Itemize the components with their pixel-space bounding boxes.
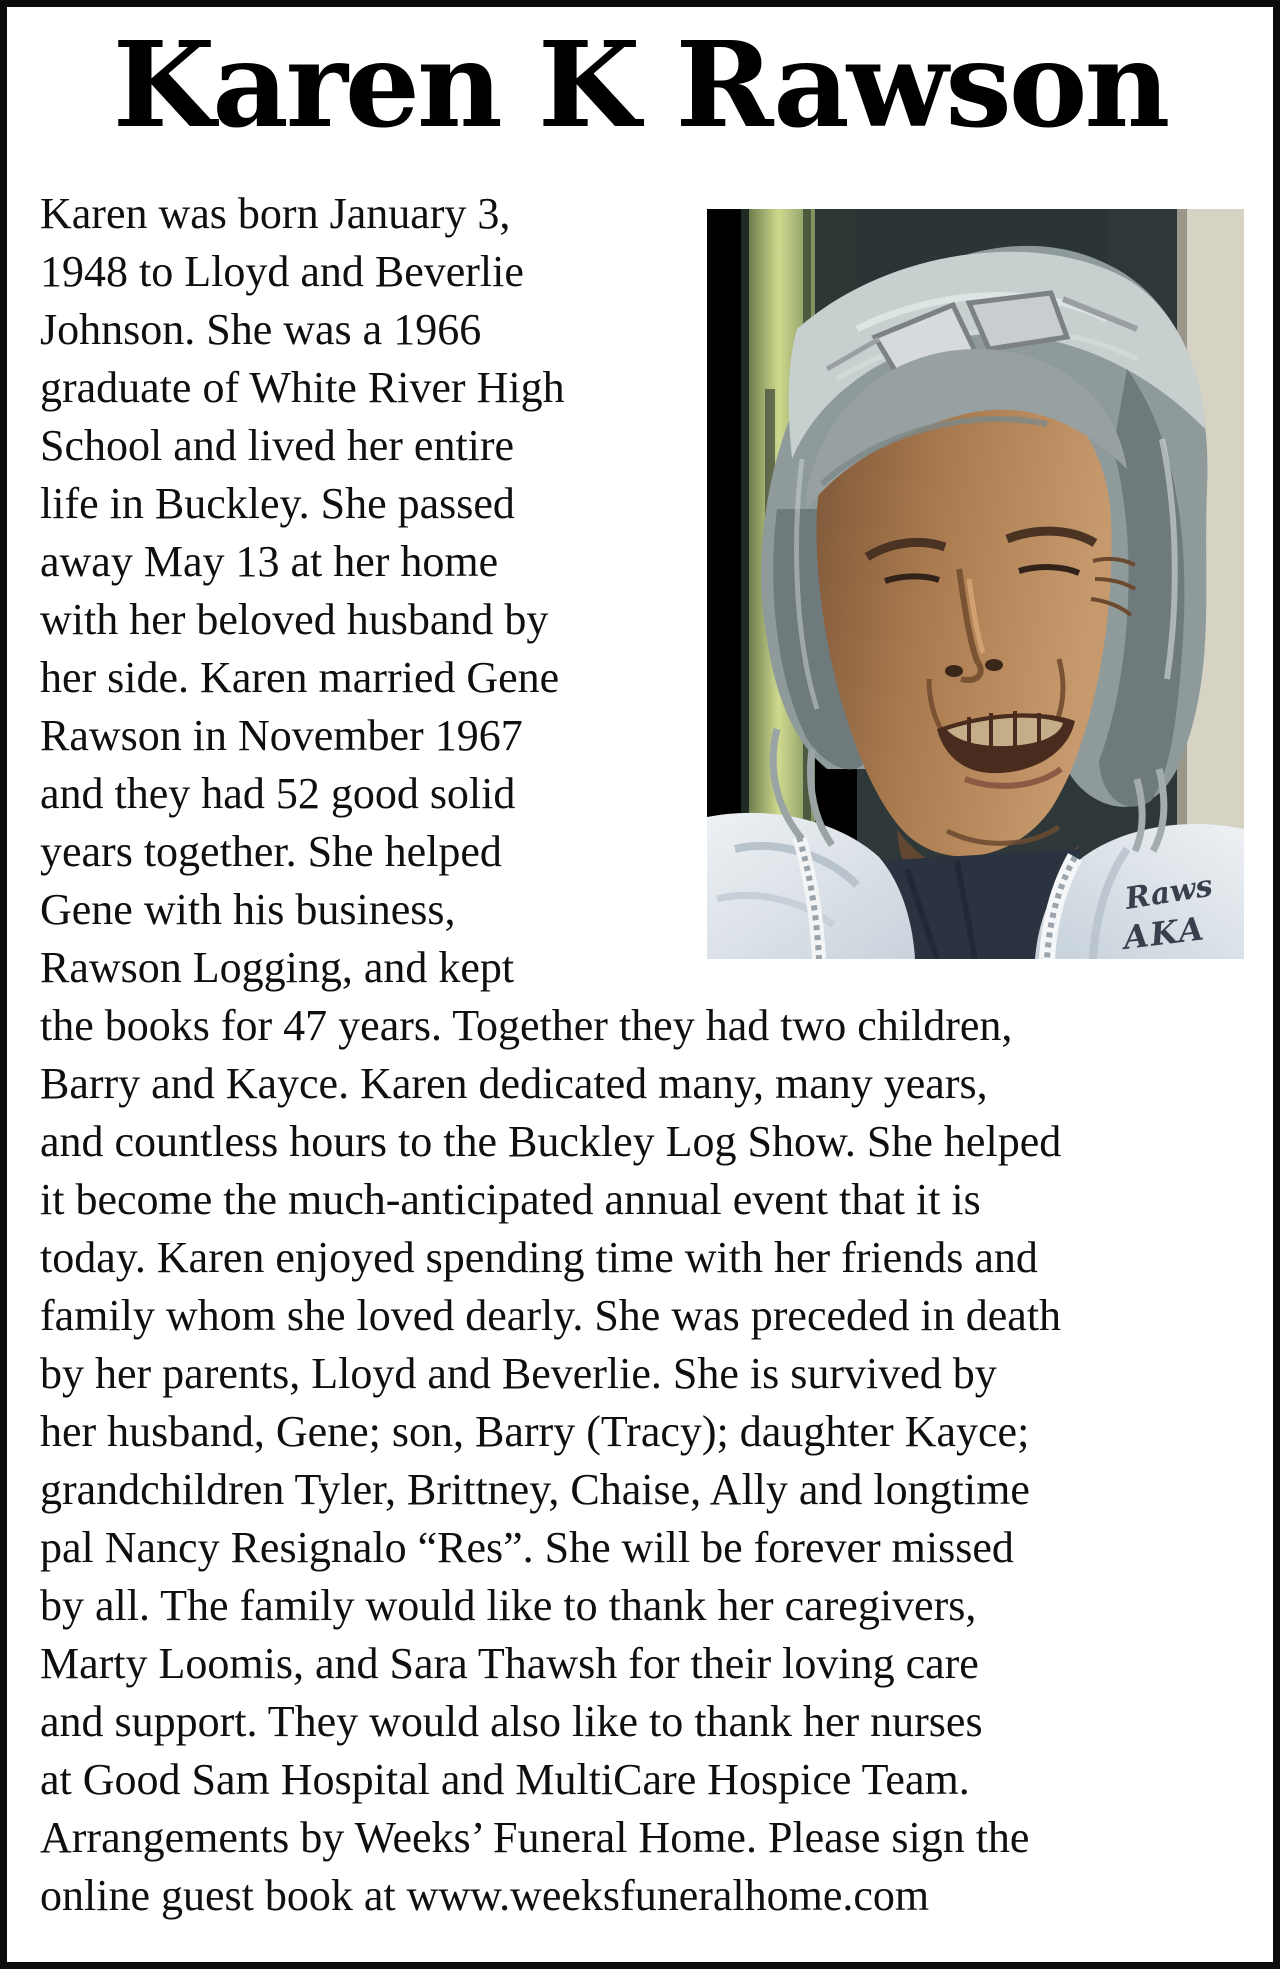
text-line: 1948 to Lloyd and Beverlie — [40, 247, 524, 296]
text-line: Arrangements by Weeks’ Funeral Home. Please sign the — [40, 1813, 1030, 1862]
text-line: graduate of White River High — [40, 363, 565, 412]
text-line: at Good Sam Hospital and MultiCare Hospice Team. — [40, 1755, 970, 1804]
text-line: away May 13 at her home — [40, 537, 499, 586]
text-line: it become the much-anticipated annual event that it is — [40, 1175, 981, 1224]
text-line: Rawson Logging, and kept — [40, 943, 515, 992]
text-line: and support. They would also like to thank her nurses — [40, 1697, 983, 1746]
text-line: years together. She helped — [40, 827, 502, 876]
text-line: Johnson. She was a 1966 — [40, 305, 482, 354]
text-line: with her beloved husband by — [40, 595, 549, 644]
text-line: Barry and Kayce. Karen dedicated many, many years, — [40, 1059, 988, 1108]
text-line: Marty Loomis, and Sara Thawsh for their loving care — [40, 1639, 979, 1688]
text-line: her husband, Gene; son, Barry (Tracy); daughter Kayce; — [40, 1407, 1030, 1456]
text-line: online guest book at www.weeksfuneralhome.com — [40, 1871, 930, 1920]
text-line: by all. The family would like to thank her caregivers, — [40, 1581, 977, 1630]
text-line: Rawson in November 1967 — [40, 711, 523, 760]
text-line: and countless hours to the Buckley Log Show. She helped — [40, 1117, 1062, 1166]
text-line: grandchildren Tyler, Brittney, Chaise, Ally and longtime — [40, 1465, 1030, 1514]
hoodie-text-line1: Raws — [1122, 868, 1215, 917]
text-line: the books for 47 years. Together they had two children, — [40, 1001, 1013, 1050]
hoodie-text-line2: AKA — [1121, 909, 1208, 957]
text-line: family whom she loved dearly. She was preceded in death — [40, 1291, 1062, 1340]
text-line: Gene with his business, — [40, 885, 456, 934]
page-title: Karen K Rawson — [112, 15, 1168, 154]
text-line: her side. Karen married Gene — [40, 653, 560, 702]
text-line: today. Karen enjoyed spending time with her friends and — [40, 1233, 1038, 1282]
text-line: Karen was born January 3, — [40, 189, 511, 238]
text-line: by her parents, Lloyd and Beverlie. She is survived by — [40, 1349, 997, 1398]
obituary-text — [40, 185, 1274, 1925]
text-line: and they had 52 good solid — [40, 769, 516, 818]
text-line: School and lived her entire — [40, 421, 515, 470]
text-line: pal Nancy Resignalo “Res”. She will be forever missed — [40, 1523, 1014, 1572]
text-line: life in Buckley. She passed — [40, 479, 515, 528]
